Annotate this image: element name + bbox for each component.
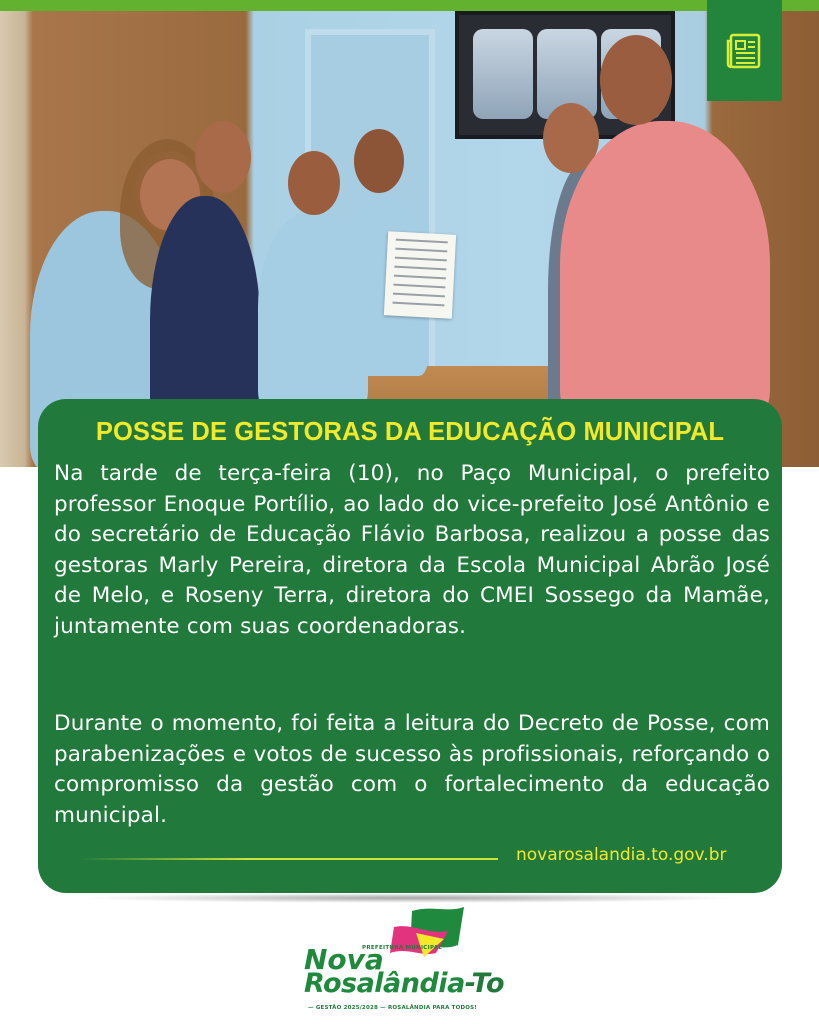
website-link[interactable]: novarosalandia.to.gov.br: [516, 845, 727, 865]
logo-prefeitura-label: PREFEITURA MUNICIPAL: [362, 945, 443, 951]
news-badge: [707, 0, 782, 101]
news-paragraph-2: Durante o momento, foi feita a leitura do Decreto de Posse, com parabenizações e votos de sucesso às profissionais, reforçando o compromisso da gestão com o fortalecimento da educação municipal.: [54, 711, 770, 828]
news-paragraph-1: Na tarde de terça-feira (10), no Paço Municipal, o prefeito professor Enoque Portílio, ao lado do vice-prefeito José Antônio e do secretário de Educação Flávio Barbosa, realizou a posse das gestoras Marly Pereira, diretora da Escola Municipal Abrão José de Melo, e Roseny Terra, diretora do CMEI Sossego da Mamãe, juntamente com suas coordenadoras.: [54, 461, 770, 639]
footer-divider: [78, 858, 498, 860]
photo-decree-document: [384, 231, 456, 318]
logo-to-suffix: -To: [464, 968, 505, 999]
top-accent-bar: [0, 0, 819, 11]
logo-rosalandia-text: [304, 968, 504, 999]
logo-slogan: — GESTÃO 2025/2028 — ROSALÂNDIA PARA TODOS!: [308, 1005, 477, 1011]
logo-nova-text: Nova: [304, 943, 384, 976]
news-title: POSSE DE GESTORAS DA EDUCAÇÃO MUNICIPAL: [95, 418, 725, 446]
flag-emblem-icon: [386, 905, 466, 967]
newspaper-icon: [726, 33, 764, 69]
card-shadow: [78, 893, 742, 903]
news-card: [38, 399, 782, 893]
logo-rosalandia-name: Rosalândia: [304, 968, 465, 999]
municipality-logo: [300, 905, 520, 1017]
